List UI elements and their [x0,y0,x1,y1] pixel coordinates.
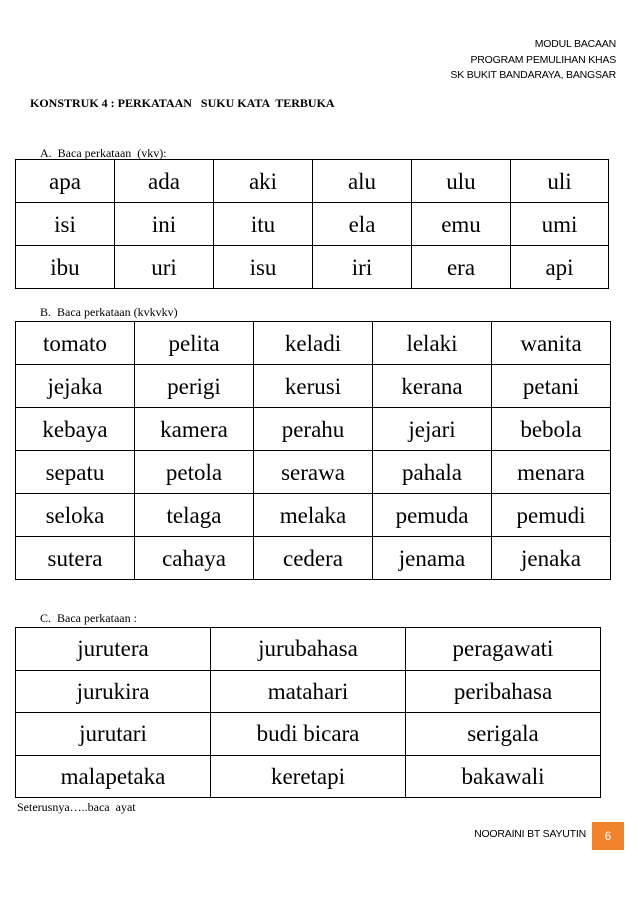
word-cell: sepatu [16,451,135,494]
word-cell: pelita [135,322,254,365]
table-row [16,451,611,494]
word-cell: jurubahasa [211,628,406,671]
section-c-label: C. Baca perkataan : [40,611,137,625]
table-row [16,537,611,580]
word-cell: peragawati [406,628,601,671]
word-cell: seloka [16,494,135,537]
section-c-table [15,627,601,798]
word-cell: alu [313,160,412,203]
table-row [16,755,601,798]
word-cell: jurukira [16,670,211,713]
word-cell: bakawali [406,755,601,798]
table-row [16,713,601,756]
word-cell: perahu [254,408,373,451]
word-cell: keladi [254,322,373,365]
word-cell: itu [214,203,313,246]
footer-author: NOORAINI BT SAYUTIN [474,828,586,840]
word-cell: jejari [373,408,492,451]
word-cell: ulu [412,160,511,203]
word-cell: kerana [373,365,492,408]
word-cell: emu [412,203,511,246]
word-cell: ada [115,160,214,203]
table-row [16,408,611,451]
page-number: 6 [604,829,612,843]
word-cell: serigala [406,713,601,756]
word-cell: serawa [254,451,373,494]
section-b-table [15,321,611,580]
word-cell: petola [135,451,254,494]
word-cell: peribahasa [406,670,601,713]
word-cell: jurutera [16,628,211,671]
word-cell: apa [16,160,115,203]
table-row [16,494,611,537]
word-cell: ini [115,203,214,246]
word-cell: tomato [16,322,135,365]
word-cell: umi [511,203,609,246]
word-cell: kerusi [254,365,373,408]
word-cell: api [511,246,609,289]
word-cell: malapetaka [16,755,211,798]
table-row [16,246,609,289]
word-cell: jenaka [492,537,611,580]
table-row [16,322,611,365]
word-cell: budi bicara [211,713,406,756]
word-cell: isi [16,203,115,246]
word-cell: jurutari [16,713,211,756]
word-cell: bebola [492,408,611,451]
word-cell: kamera [135,408,254,451]
word-cell: jejaka [16,365,135,408]
word-cell: wanita [492,322,611,365]
word-cell: jenama [373,537,492,580]
section-a-table [15,159,609,289]
word-cell: era [412,246,511,289]
header-program: PROGRAM PEMULIHAN KHAS [470,53,616,66]
word-cell: uri [115,246,214,289]
word-cell: kebaya [16,408,135,451]
word-cell: cahaya [135,537,254,580]
table-row [16,203,609,246]
word-cell: matahari [211,670,406,713]
word-cell: pahala [373,451,492,494]
section-b-label: B. Baca perkataan (kvkvkv) [40,305,178,319]
header-module-title: MODUL BACAAN [534,38,616,50]
word-cell: keretapi [211,755,406,798]
word-cell: pemuda [373,494,492,537]
word-cell: isu [214,246,313,289]
word-cell: pemudi [492,494,611,537]
word-cell: menara [492,451,611,494]
section-a-label: A. Baca perkataan (vkv): [40,146,167,160]
table-row [16,670,601,713]
word-cell: aki [214,160,313,203]
word-cell: perigi [135,365,254,408]
page-number-badge [592,822,624,850]
word-cell: ela [313,203,412,246]
word-cell: sutera [16,537,135,580]
word-cell: iri [313,246,412,289]
word-cell: melaka [254,494,373,537]
module-header [450,37,616,84]
table-row [16,160,609,203]
konstruk-title: KONSTRUK 4 : PERKATAAN SUKU KATA TERBUKA [30,96,335,110]
header-school: SK BUKIT BANDARAYA, BANGSAR [450,69,616,81]
word-cell: ibu [16,246,115,289]
continuation-note: Seterusnya…..baca ayat [17,800,136,814]
word-cell: petani [492,365,611,408]
table-row [16,365,611,408]
table-row [16,628,601,671]
word-cell: uli [511,160,609,203]
word-cell: telaga [135,494,254,537]
word-cell: lelaki [373,322,492,365]
word-cell: cedera [254,537,373,580]
